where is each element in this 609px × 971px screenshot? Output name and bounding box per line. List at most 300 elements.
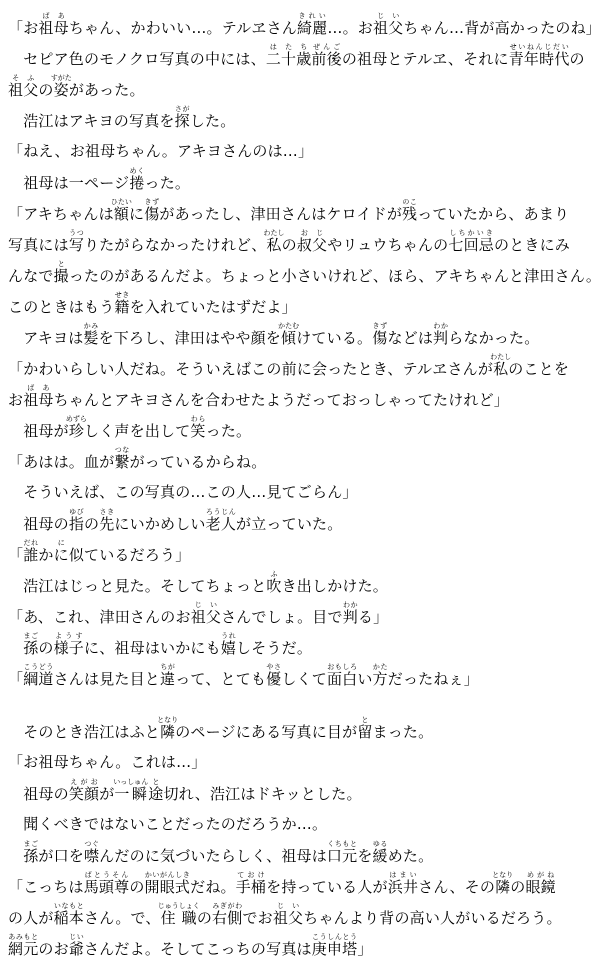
furigana: みぎがわ xyxy=(212,902,243,910)
ruby-word xyxy=(326,840,358,865)
text-line xyxy=(8,570,601,601)
ruby-word xyxy=(190,415,206,440)
furigana: ばあ xyxy=(23,384,54,392)
ruby-word xyxy=(311,43,342,68)
ruby-word xyxy=(212,902,243,927)
text-run: を持っている人が xyxy=(266,878,388,896)
text-run: ちゃん、かわいい…。テルヱさん xyxy=(68,19,297,37)
ruby-word xyxy=(220,632,237,657)
ruby-base: 老人 xyxy=(205,515,237,533)
ruby-word xyxy=(311,933,358,958)
furigana: おじ xyxy=(296,229,328,237)
text-run: 「あはは。血が xyxy=(8,453,115,471)
text-run: を xyxy=(357,847,373,865)
furigana: かみ xyxy=(83,322,99,330)
text-line xyxy=(8,871,601,902)
ruby-word xyxy=(23,384,54,409)
text-run: した。 xyxy=(189,112,236,130)
furigana: わか xyxy=(433,322,449,330)
ruby-base: 住職 xyxy=(157,909,200,927)
text-run: アキヨは xyxy=(8,329,84,347)
furigana: ようす xyxy=(53,632,85,640)
ruby-word xyxy=(68,778,100,803)
text-line xyxy=(8,353,601,384)
ruby-word xyxy=(263,229,285,254)
ruby-base: 開眼式 xyxy=(144,878,191,896)
text-run: んなで xyxy=(8,267,54,285)
ruby-base: 写 xyxy=(68,236,85,254)
text-run: めた。 xyxy=(387,847,434,865)
ruby-word xyxy=(53,539,69,564)
paragraph-gap xyxy=(8,694,601,716)
text-run: 浩江はじっと見た。そしてちょっと xyxy=(8,577,267,595)
ruby-word xyxy=(190,601,222,626)
ruby-base: 綺麗 xyxy=(296,19,328,37)
text-run: 切れ、浩江はドキッとした。 xyxy=(163,785,362,803)
ruby-base: 手桶 xyxy=(235,878,267,896)
text-run: さんだよ。そしてこっちの写真は xyxy=(84,940,312,958)
ruby-base: 馬頭尊 xyxy=(83,878,130,896)
ruby-word xyxy=(110,198,132,223)
furigana: わか xyxy=(342,601,358,609)
ruby-word xyxy=(113,778,149,803)
text-run: の xyxy=(38,639,54,657)
text-run: そういえば、この写真の…この人…見てごらん」 xyxy=(8,483,358,501)
ruby-word xyxy=(65,415,87,440)
ruby-base: 噤 xyxy=(84,847,100,865)
furigana: さが xyxy=(174,105,190,113)
furigana: じい xyxy=(272,902,304,910)
text-run: っていたから、あまり xyxy=(417,205,570,223)
ruby-base: 判 xyxy=(433,329,449,347)
ruby-base: 叔父 xyxy=(296,236,328,254)
text-run: のときにみ xyxy=(494,236,571,254)
ruby-word xyxy=(525,871,556,896)
text-run: りたがらなかったけれど、 xyxy=(84,236,267,254)
text-line xyxy=(8,508,601,539)
ruby-base: 珍 xyxy=(65,422,87,440)
text-run: さんは見た目と xyxy=(53,670,161,688)
ruby-word xyxy=(157,902,200,927)
furigana: わたし xyxy=(490,353,512,361)
ruby-base: 祖父 xyxy=(272,909,304,927)
furigana: まご xyxy=(23,632,39,640)
furigana: となり xyxy=(492,871,514,879)
text-run: にいかめしい xyxy=(114,515,206,533)
furigana: くちもと xyxy=(326,840,358,848)
furigana: いっしゅん xyxy=(113,778,149,786)
furigana: こうどう xyxy=(23,663,54,671)
text-line xyxy=(8,43,601,74)
text-run: った。 xyxy=(205,422,252,440)
ruby-word xyxy=(83,871,130,896)
ruby-word xyxy=(68,933,85,958)
text-run: 「ねえ、お祖母ちゃん。アキヨさんのは…」 xyxy=(8,142,314,160)
text-line xyxy=(8,74,601,105)
text-run: 聞くべきではないことだったのだろうか…。 xyxy=(8,815,328,833)
ruby-base: 眼鏡 xyxy=(525,878,556,896)
furigana: きず xyxy=(372,322,388,330)
text-run: しく声を出して xyxy=(84,422,191,440)
ruby-base: 隣 xyxy=(157,723,179,741)
text-line xyxy=(8,12,601,43)
ruby-word xyxy=(114,291,130,316)
text-run: のことを xyxy=(508,360,570,378)
text-run: でお xyxy=(242,909,273,927)
text-run: 写真には xyxy=(8,236,69,254)
ruby-word xyxy=(144,871,191,896)
text-run: に xyxy=(129,205,145,223)
furigana: ておけ xyxy=(235,871,267,879)
text-run: さん。で、 xyxy=(84,909,161,927)
furigana: まご xyxy=(23,840,39,848)
text-run: 「アキちゃんは xyxy=(8,205,114,223)
furigana: うれ xyxy=(220,632,237,640)
ruby-word xyxy=(84,840,100,865)
ruby-word xyxy=(357,716,373,741)
text-run: らなかった。 xyxy=(448,329,540,347)
ruby-base: 私 xyxy=(490,360,512,378)
furigana: つぐ xyxy=(84,840,100,848)
text-run: 「あ、これ、津田さんのお xyxy=(8,608,191,626)
furigana: しちかいき xyxy=(448,229,494,237)
text-run: か xyxy=(38,546,54,564)
furigana: かた xyxy=(372,663,388,671)
text-run: があった。 xyxy=(68,81,145,99)
ruby-word xyxy=(490,353,512,378)
ruby-base: 祖父 xyxy=(8,81,39,99)
text-run: 祖母が xyxy=(8,422,69,440)
ruby-word xyxy=(68,229,85,254)
furigana: せき xyxy=(114,291,130,299)
furigana: はたち xyxy=(265,43,312,51)
furigana: めく xyxy=(129,167,145,175)
text-run: さんでしょ。目で xyxy=(221,608,343,626)
ruby-word xyxy=(174,105,190,130)
text-run: だね。 xyxy=(190,878,236,896)
ruby-word xyxy=(265,43,312,68)
text-line xyxy=(8,198,601,229)
text-run: などは xyxy=(387,329,434,347)
furigana: きれい xyxy=(296,12,328,20)
furigana: わら xyxy=(190,415,206,423)
furigana: ばあ xyxy=(38,12,69,20)
furigana: うつ xyxy=(68,229,85,237)
ruby-base: 網元 xyxy=(8,940,39,958)
text-line xyxy=(8,322,601,353)
ruby-base: 緩 xyxy=(372,847,388,865)
text-run: 浩江はアキヨの写真を xyxy=(8,112,175,130)
ruby-word xyxy=(83,322,99,347)
ruby-base: 右側 xyxy=(212,909,243,927)
furigana: わたし xyxy=(263,229,285,237)
ruby-base: 祖母 xyxy=(38,19,69,37)
text-run: の xyxy=(129,878,145,896)
furigana: すがた xyxy=(50,74,72,82)
ruby-word xyxy=(8,74,39,99)
furigana: となり xyxy=(157,716,179,724)
ruby-base: 口元 xyxy=(326,847,358,865)
ruby-base: 判 xyxy=(342,608,358,626)
ruby-base: 髪 xyxy=(83,329,99,347)
ruby-base: 私 xyxy=(263,236,285,254)
ruby-word xyxy=(342,601,358,626)
furigana: めずら xyxy=(65,415,87,423)
text-line xyxy=(8,601,601,632)
ruby-base: に xyxy=(53,546,69,564)
ruby-word xyxy=(266,570,282,595)
ruby-base: 二十歳 xyxy=(265,50,312,68)
ruby-word xyxy=(492,871,514,896)
furigana: じい xyxy=(190,601,222,609)
text-run: セピア色のモノクロ写真の中には、 xyxy=(8,50,266,68)
furigana: と xyxy=(148,778,164,786)
ruby-base: 祖父 xyxy=(190,608,222,626)
text-run: そのとき浩江はふと xyxy=(8,723,161,741)
ruby-base: 様子 xyxy=(53,639,85,657)
text-run: の人が xyxy=(8,909,54,927)
ruby-word xyxy=(23,632,39,657)
furigana: せいねんじだい xyxy=(508,43,570,51)
furigana: かたむ xyxy=(278,322,300,330)
ruby-word xyxy=(160,663,176,688)
text-line xyxy=(8,902,601,933)
furigana: さき xyxy=(99,508,115,516)
text-run: 「 xyxy=(8,670,24,688)
text-line xyxy=(8,539,601,570)
text-run: の xyxy=(38,81,54,99)
text-run: んだのに気づいたらしく、祖母は xyxy=(99,847,327,865)
text-line xyxy=(8,136,601,167)
ruby-base: 留 xyxy=(357,723,373,741)
furigana: ぜんご xyxy=(311,43,342,51)
text-line xyxy=(8,229,601,260)
text-run: ちゃん…背が高かったのね」 xyxy=(403,19,601,37)
text-line xyxy=(8,415,601,446)
text-run: る」 xyxy=(357,608,389,626)
ruby-base: 途 xyxy=(148,785,164,803)
text-run: …。お xyxy=(327,19,373,37)
ruby-base: 傷 xyxy=(372,329,388,347)
text-run: 「お祖母ちゃん。これは…」 xyxy=(8,753,207,771)
furigana: ちが xyxy=(160,663,176,671)
ruby-word xyxy=(53,632,85,657)
furigana: つな xyxy=(114,446,130,454)
text-run: やリュウちゃんの xyxy=(327,236,449,254)
text-line xyxy=(8,167,601,198)
ruby-word xyxy=(433,322,449,347)
text-run: しくて xyxy=(281,670,327,688)
ruby-word xyxy=(272,902,304,927)
text-run xyxy=(8,639,23,657)
ruby-word xyxy=(23,539,39,564)
furigana: と xyxy=(357,716,373,724)
text-run: 「お xyxy=(8,19,39,37)
ruby-base: 傾 xyxy=(278,329,300,347)
text-run xyxy=(8,847,23,865)
furigana: かいがんしき xyxy=(144,871,191,879)
furigana: そふ xyxy=(8,74,39,82)
ruby-word xyxy=(266,663,282,688)
furigana: はまい xyxy=(387,871,419,879)
furigana: ひたい xyxy=(110,198,132,206)
furigana: じい xyxy=(68,933,85,941)
ruby-base: 探 xyxy=(174,112,190,130)
ruby-word xyxy=(53,902,85,927)
ruby-base: 孫 xyxy=(23,639,39,657)
text-run: お xyxy=(8,391,24,409)
text-run: 」 xyxy=(357,940,373,958)
ruby-base: 笑 xyxy=(190,422,206,440)
ruby-base: 嬉 xyxy=(220,639,237,657)
ruby-base: 優 xyxy=(266,670,282,688)
ruby-word xyxy=(148,778,164,803)
text-run: った。 xyxy=(144,174,191,192)
furigana: だれ xyxy=(23,539,39,547)
ruby-word xyxy=(99,508,115,533)
text-run: 「こっちは xyxy=(8,878,84,896)
furigana: いなもと xyxy=(53,902,85,910)
ruby-base: 誰 xyxy=(23,546,39,564)
ruby-word xyxy=(508,43,570,68)
ruby-word xyxy=(157,716,179,741)
furigana: ろうじん xyxy=(205,508,237,516)
ruby-base: 祖父 xyxy=(372,19,404,37)
ruby-base: 指 xyxy=(68,515,85,533)
furigana: ゆび xyxy=(68,508,85,516)
ruby-base: 方 xyxy=(372,670,388,688)
ruby-word xyxy=(448,229,494,254)
text-run: の xyxy=(281,236,297,254)
furigana: じゅうしょく xyxy=(157,902,200,910)
text-run: が口を xyxy=(38,847,85,865)
ruby-word xyxy=(23,840,39,865)
text-run: のページにある写真に目が xyxy=(175,723,358,741)
ruby-word xyxy=(38,12,69,37)
furigana: こうしんとう xyxy=(311,933,358,941)
furigana: じい xyxy=(372,12,404,20)
ruby-base: 七回忌 xyxy=(448,236,494,254)
ruby-word xyxy=(68,508,85,533)
text-run: しそうだ。 xyxy=(236,639,313,657)
ruby-base: 前後 xyxy=(311,50,342,68)
text-line xyxy=(8,809,601,840)
text-line xyxy=(8,291,601,322)
text-run: ちゃんとアキヨさんを合わせたようだっておっしゃってたけれど」 xyxy=(53,391,510,409)
ruby-word xyxy=(372,840,388,865)
ruby-word xyxy=(296,229,328,254)
text-run: が xyxy=(99,785,115,803)
text-run: ちゃんより背の高い人がいるだろう。 xyxy=(303,909,562,927)
text-line xyxy=(8,716,601,747)
text-line xyxy=(8,632,601,663)
ruby-word xyxy=(129,167,145,192)
text-run: けている。 xyxy=(296,329,373,347)
ruby-base: 一瞬 xyxy=(113,785,149,803)
furigana: に xyxy=(53,539,69,547)
furigana: きず xyxy=(144,198,160,206)
text-run: 似ているだろう」 xyxy=(68,546,191,564)
text-run: だったねぇ」 xyxy=(387,670,479,688)
text-run: がっているからね。 xyxy=(129,453,267,471)
ruby-word xyxy=(372,663,388,688)
text-line xyxy=(8,260,601,291)
ruby-word xyxy=(8,933,39,958)
ruby-base: 違 xyxy=(160,670,176,688)
ruby-word xyxy=(387,871,419,896)
text-run: ったのがあるんだよ。ちょっと小さいけれど、ほら、アキちゃんと津田さん。 xyxy=(68,267,601,285)
ruby-base: 吹 xyxy=(266,577,282,595)
ruby-base: 浜井 xyxy=(387,878,419,896)
text-run: に、祖母はいかにも xyxy=(84,639,221,657)
furigana: ばとうそん xyxy=(83,871,130,879)
furigana: ゆる xyxy=(372,840,388,848)
ruby-base: 籍 xyxy=(114,298,130,316)
ruby-word xyxy=(144,198,160,223)
furigana: えがお xyxy=(68,778,100,786)
ruby-word xyxy=(402,198,418,223)
ruby-base: 綱道 xyxy=(23,670,54,688)
ruby-base: 撮 xyxy=(53,267,69,285)
ruby-base: 祖母 xyxy=(23,391,54,409)
text-line xyxy=(8,384,601,415)
ruby-word xyxy=(372,12,404,37)
ruby-word xyxy=(296,12,328,37)
ruby-base: 額 xyxy=(110,205,132,223)
furigana: ふ xyxy=(266,570,282,578)
text-run: の xyxy=(196,909,213,927)
text-run: まった。 xyxy=(372,723,434,741)
ruby-word xyxy=(114,446,130,471)
text-line xyxy=(8,840,601,871)
text-run: の祖母とテルヱ、それに xyxy=(341,50,509,68)
text-run: の xyxy=(510,878,526,896)
ruby-base: 姿 xyxy=(50,81,72,99)
text-run: 祖母の xyxy=(8,515,69,533)
text-line xyxy=(8,663,601,694)
text-run: 祖母は一ページ xyxy=(8,174,130,192)
ruby-base: 庚申塔 xyxy=(311,940,358,958)
text-run: って、とても xyxy=(175,670,267,688)
ruby-word xyxy=(50,74,72,99)
furigana: めがね xyxy=(525,871,556,879)
ruby-word xyxy=(23,663,54,688)
ruby-base: 爺 xyxy=(68,940,85,958)
text-run: い xyxy=(357,670,373,688)
ruby-word xyxy=(372,322,388,347)
text-run: き出しかけた。 xyxy=(281,577,389,595)
text-run: の xyxy=(84,515,100,533)
text-run: このときはもう xyxy=(8,298,115,316)
text-run: さん、その xyxy=(418,878,496,896)
ruby-base: 青年時代 xyxy=(508,50,570,68)
text-run: の xyxy=(569,50,585,68)
furigana: のこ xyxy=(402,198,418,206)
ruby-base: 先 xyxy=(99,515,115,533)
text-run: のお xyxy=(38,940,69,958)
ruby-base: 稲本 xyxy=(53,909,85,927)
text-run: が立っていた。 xyxy=(236,515,343,533)
ruby-base: 捲 xyxy=(129,174,145,192)
furigana: あみもと xyxy=(8,933,39,941)
furigana: と xyxy=(53,260,69,268)
ruby-base: 笑顔 xyxy=(68,785,100,803)
ruby-base: 面白 xyxy=(326,670,358,688)
text-line xyxy=(8,933,601,964)
ruby-base: 隣 xyxy=(492,878,514,896)
ruby-base: 孫 xyxy=(23,847,39,865)
ruby-word xyxy=(278,322,300,347)
